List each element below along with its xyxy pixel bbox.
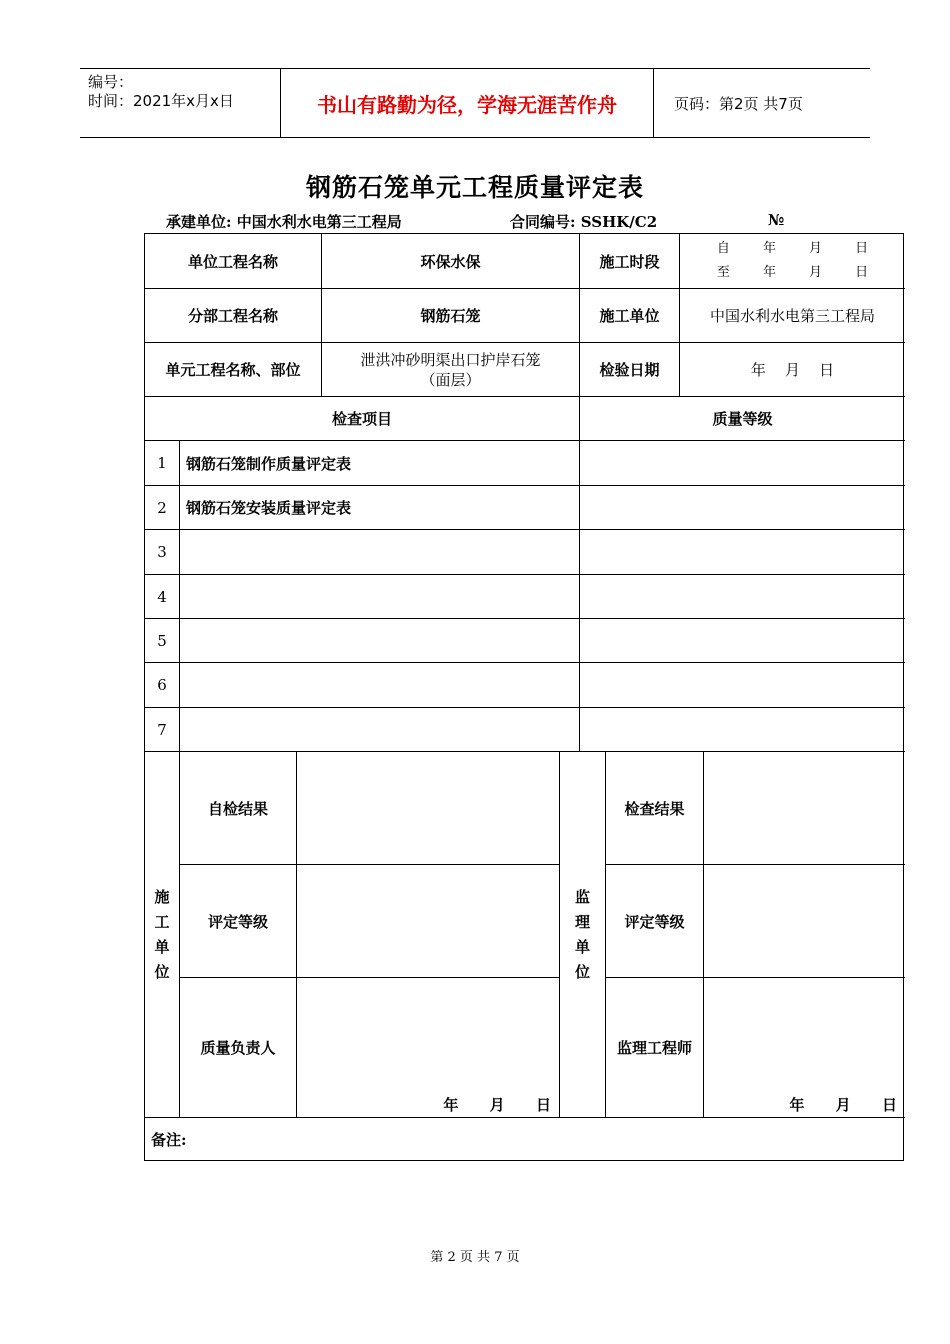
item-grade: [580, 530, 905, 574]
item-grade: [580, 708, 905, 751]
page-info-text: 页码：第2页 共7页: [674, 94, 803, 113]
contractor: 承建单位: 中国水利水电第三工程局: [166, 213, 402, 231]
time-label: 时间：2021年x月x日: [88, 92, 234, 110]
inspect-date-label: 检验日期: [599, 361, 660, 379]
header-left: [80, 69, 281, 137]
item-name: 钢筋石笼安装质量评定表: [186, 499, 352, 517]
document-title: 钢筋石笼单元工程质量评定表: [305, 173, 644, 202]
period-label: 施工时段: [599, 252, 660, 271]
contract-number: 合同编号: SSHK/C2: [510, 213, 658, 231]
builder-label: 施工单位: [599, 307, 660, 325]
vertical-char: 工: [154, 912, 170, 931]
grade-header: 质量等级: [712, 410, 773, 428]
date-right: 年 月 日: [789, 1095, 897, 1114]
period-from: 自 年 月 日: [716, 241, 869, 256]
page-header: [80, 68, 870, 138]
unit-project-value: 环保水保: [420, 252, 481, 271]
item-name: 钢筋石笼制作质量评定表: [186, 454, 352, 473]
engineer-label: 监理工程师: [616, 1039, 692, 1057]
vertical-char: 位: [154, 962, 170, 981]
unit-project-label: 单位工程名称: [187, 252, 278, 271]
page-footer: 第 2 页 共 7 页: [430, 1250, 520, 1265]
item-no: 6: [157, 676, 167, 694]
number-mark: №: [768, 211, 785, 229]
sub-project-value: 钢筋石笼: [420, 307, 481, 325]
period-value: [680, 234, 905, 288]
builder-value: 中国水利水电第三工程局: [709, 307, 875, 325]
item-name: [180, 708, 579, 751]
vertical-char: 监: [574, 887, 590, 906]
check-item-header: 检查项目: [331, 410, 392, 428]
item-no: 2: [157, 498, 167, 517]
grade-right-label: 评定等级: [624, 912, 685, 931]
vertical-char: 单: [154, 937, 170, 956]
grade-left-label: 评定等级: [207, 912, 268, 931]
inspect-date-value: 年 月 日: [750, 361, 835, 379]
remarks-label: 备注:: [151, 1130, 187, 1149]
item-no: 4: [157, 587, 167, 606]
item-name: [180, 619, 579, 662]
motto: 书山有路勤为径，学海无涯苦作舟: [281, 69, 654, 137]
item-no: 5: [157, 631, 167, 650]
date-left: 年 月 日: [443, 1095, 551, 1114]
item-name: [180, 530, 579, 574]
item-grade: [580, 486, 905, 529]
element-value-line2: （面层）: [420, 370, 481, 389]
vertical-char: 单: [574, 937, 590, 956]
page-info: [664, 69, 870, 137]
item-no: 1: [157, 454, 167, 472]
item-grade: [580, 441, 905, 485]
supervisor-unit-vertical: [560, 752, 605, 1117]
element-label: 单元工程名称、部位: [165, 361, 301, 379]
quality-manager-label: 质量负责人: [200, 1039, 276, 1057]
item-grade: [580, 575, 905, 618]
element-value-line1: 泄洪冲砂明渠出口护岸石笼: [360, 350, 541, 369]
item-name: [180, 663, 579, 707]
item-grade: [580, 619, 905, 662]
check-result-label: 检查结果: [624, 799, 685, 818]
serial-label: 编号：: [88, 73, 134, 91]
item-no: 3: [157, 543, 167, 561]
builder-unit-vertical: [145, 752, 179, 1117]
item-grade: [580, 663, 905, 707]
vertical-char: 理: [574, 912, 590, 931]
element-value: [322, 343, 579, 396]
sub-project-label: 分部工程名称: [187, 307, 278, 325]
item-no: 7: [157, 720, 167, 739]
vertical-char: 施: [154, 887, 170, 906]
period-to: 至 年 月 日: [716, 265, 869, 280]
item-name: [180, 575, 579, 618]
evaluation-table: [144, 233, 904, 1161]
vertical-char: 位: [574, 962, 590, 981]
self-check-label: 自检结果: [207, 799, 268, 818]
